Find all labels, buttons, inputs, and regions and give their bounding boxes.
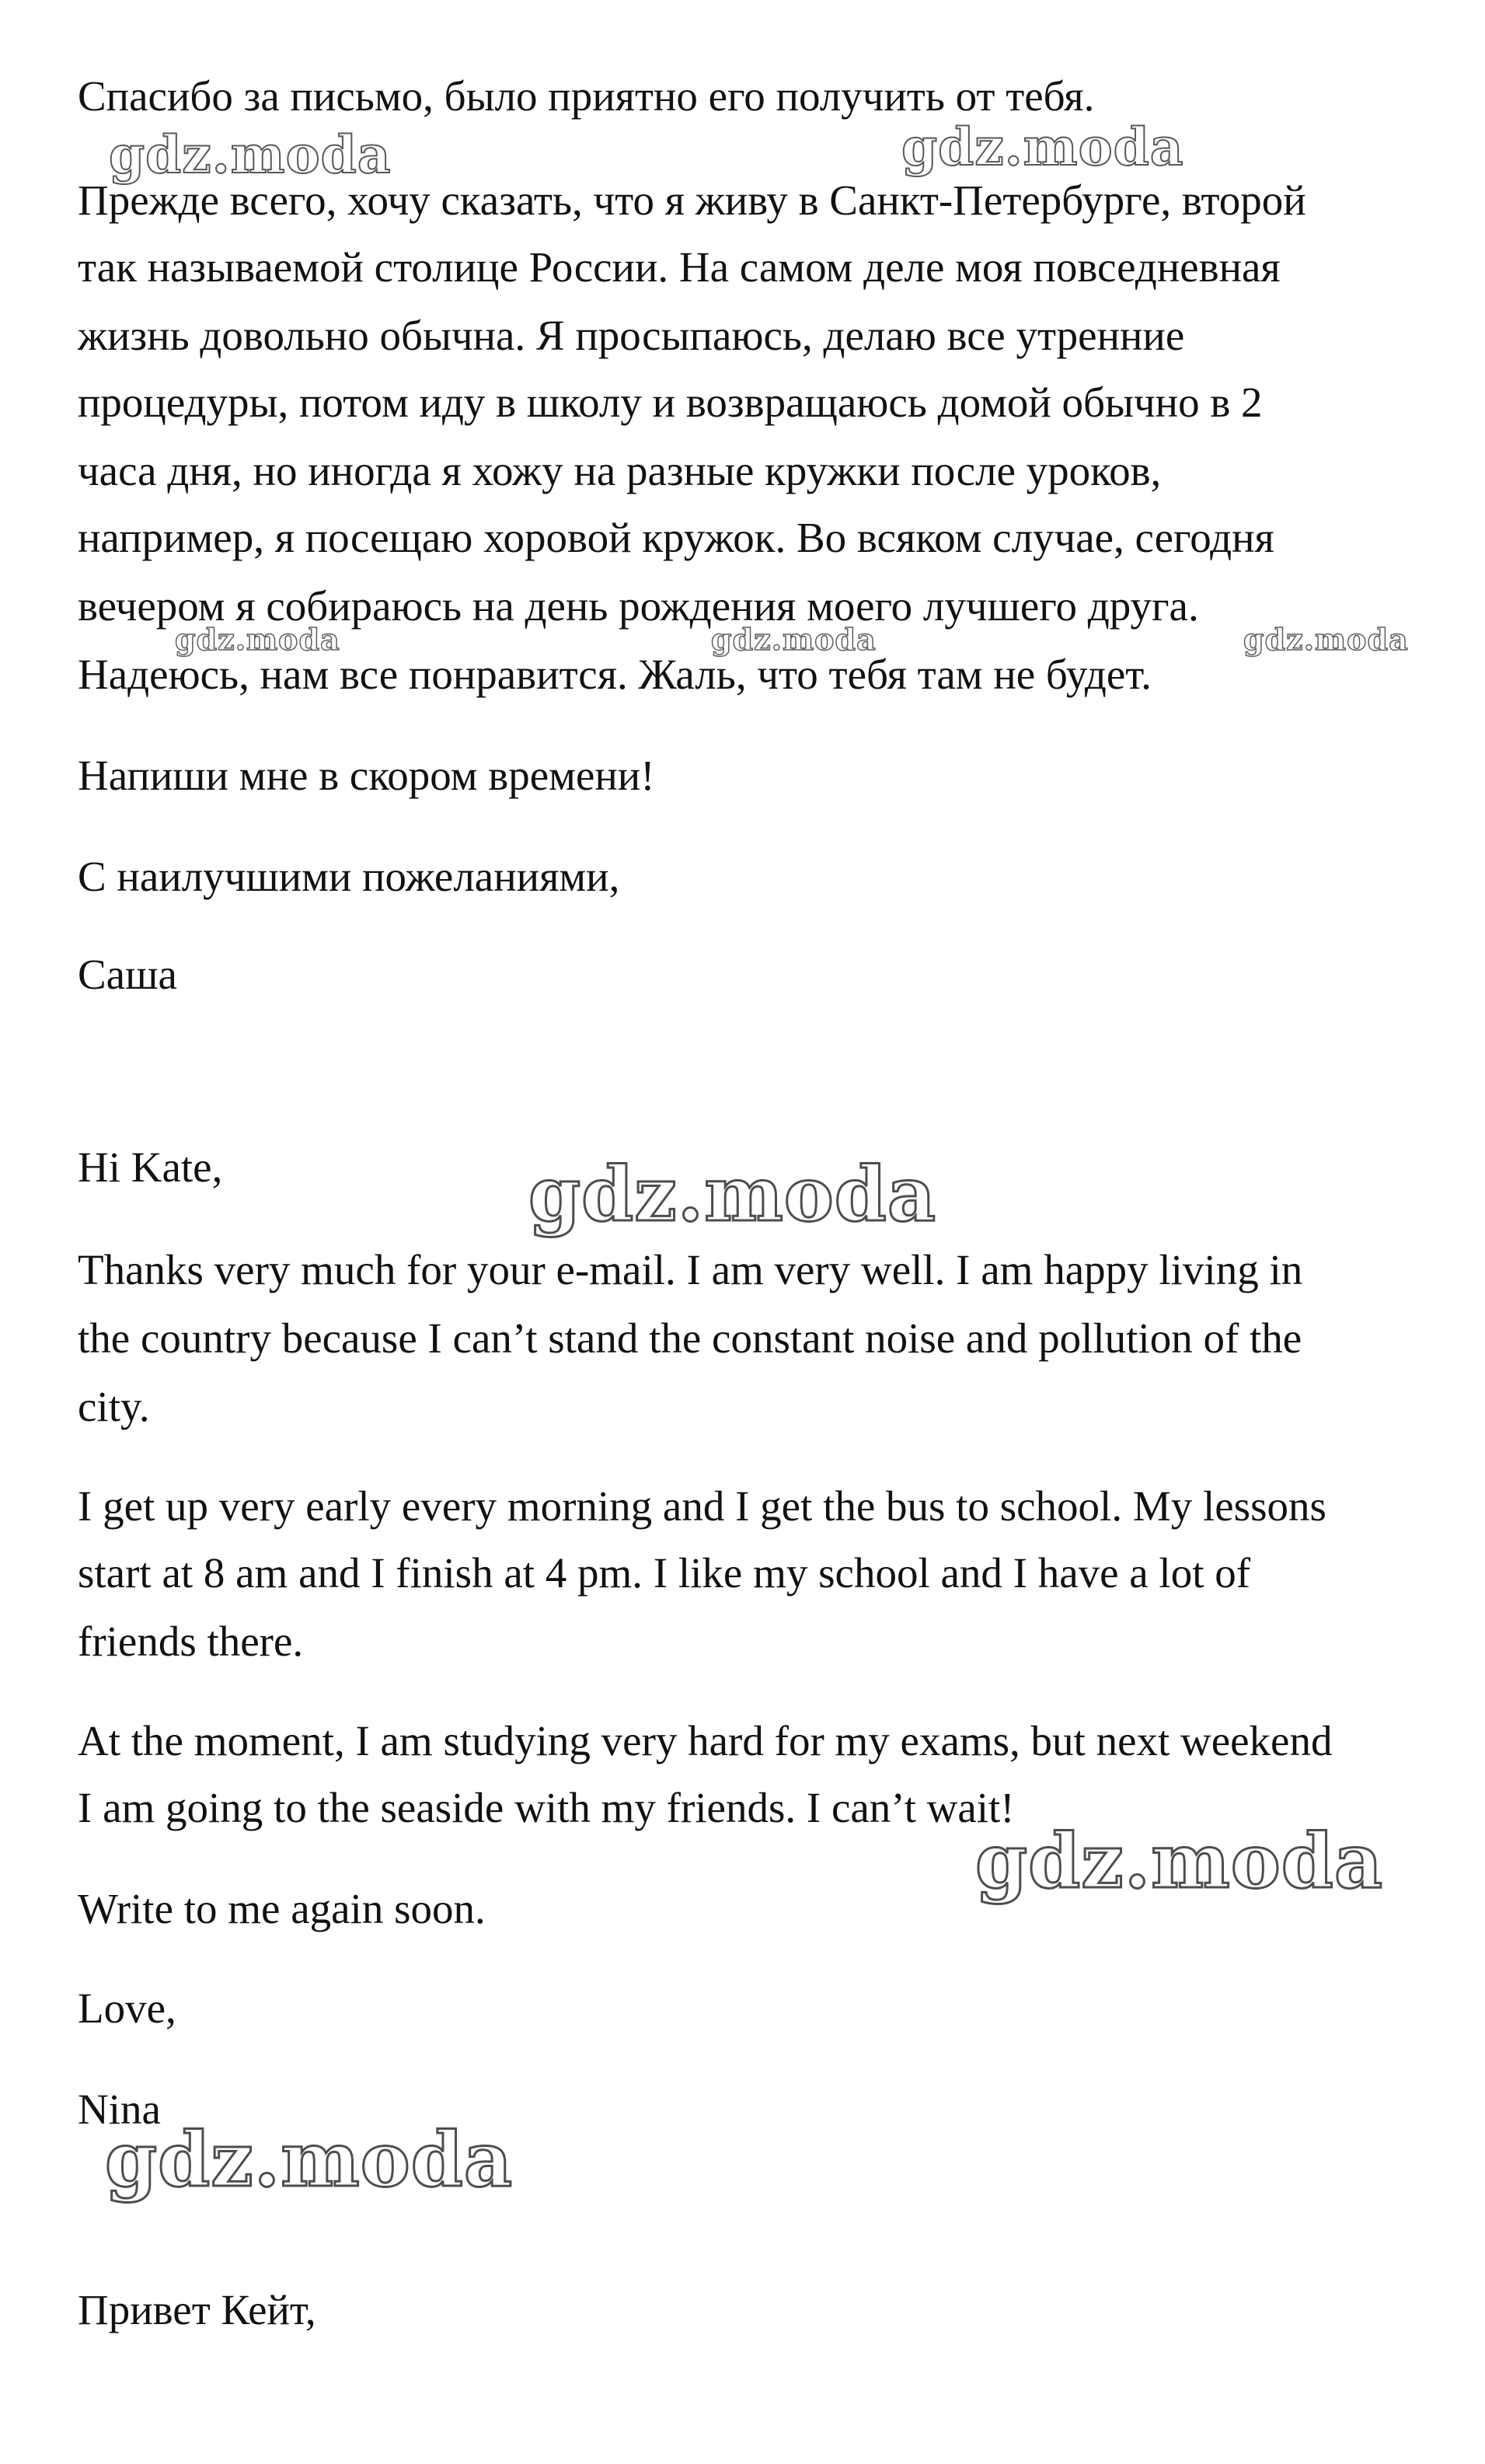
watermark: gdz.moda xyxy=(528,1150,937,1238)
signature-line: Nina xyxy=(78,2085,161,2133)
signature-line: Саша xyxy=(78,951,177,998)
text-line: процедуры, потом иду в школу и возвращаюсь домой обычно в 2 xyxy=(78,379,1263,426)
text-line: например, я посещаю хоровой кружок. Во всяком случае, сегодня xyxy=(78,514,1274,561)
watermark: gdz.moda xyxy=(1243,622,1409,657)
text-line: Write to me again soon. xyxy=(78,1885,486,1932)
watermark: gdz.moda xyxy=(105,2116,514,2204)
text-line: Прежде всего, хочу сказать, что я живу в Санкт-Петербурге, второй xyxy=(78,176,1306,224)
greeting-line: Привет Кейт, xyxy=(78,2286,316,2333)
text-line: At the moment, I am studying very hard for my exams, but next weekend xyxy=(78,1717,1333,1764)
text-line: I get up very early every morning and I get the bus to school. My lessons xyxy=(78,1482,1326,1530)
text-line: city. xyxy=(78,1383,150,1430)
text-line: С наилучшими пожеланиями, xyxy=(78,853,620,900)
text-line: так называемой столице России. На самом деле моя повседневная xyxy=(78,243,1281,291)
greeting-line: Hi Kate, xyxy=(78,1143,223,1191)
text-line: жизнь довольно обычна. Я просыпаюсь, делаю все утренние xyxy=(78,312,1185,359)
text-line: friends there. xyxy=(78,1618,304,1665)
watermark: gdz.moda xyxy=(711,622,877,657)
text-line: the country because I can’t stand the constant noise and pollution of the xyxy=(78,1314,1302,1362)
text-line: Love, xyxy=(78,1984,176,2032)
text-line: I am going to the seaside with my friends. I can’t wait! xyxy=(78,1784,1015,1831)
text-line: start at 8 am and I finish at 4 pm. I like my school and I have a lot of xyxy=(78,1549,1251,1597)
watermark: gdz.moda xyxy=(901,117,1184,177)
watermark: gdz.moda xyxy=(175,622,340,657)
text-line: Thanks very much for your e-mail. I am very well. I am happy living in xyxy=(78,1246,1303,1293)
text-line: Спасибо за письмо, было приятно его получить от тебя. xyxy=(78,72,1095,120)
text-line: Надеюсь, нам все понравится. Жаль, что тебя там не будет. xyxy=(78,651,1152,698)
watermark: gdz.moda xyxy=(975,1817,1384,1905)
text-line: часа дня, но иногда я хожу на разные кружки после уроков, xyxy=(78,447,1162,494)
watermark: gdz.moda xyxy=(109,124,392,185)
text-line: вечером я собираюсь на день рождения моего лучшего друга. xyxy=(78,582,1199,630)
text-line: Напиши мне в скором времени! xyxy=(78,752,655,799)
